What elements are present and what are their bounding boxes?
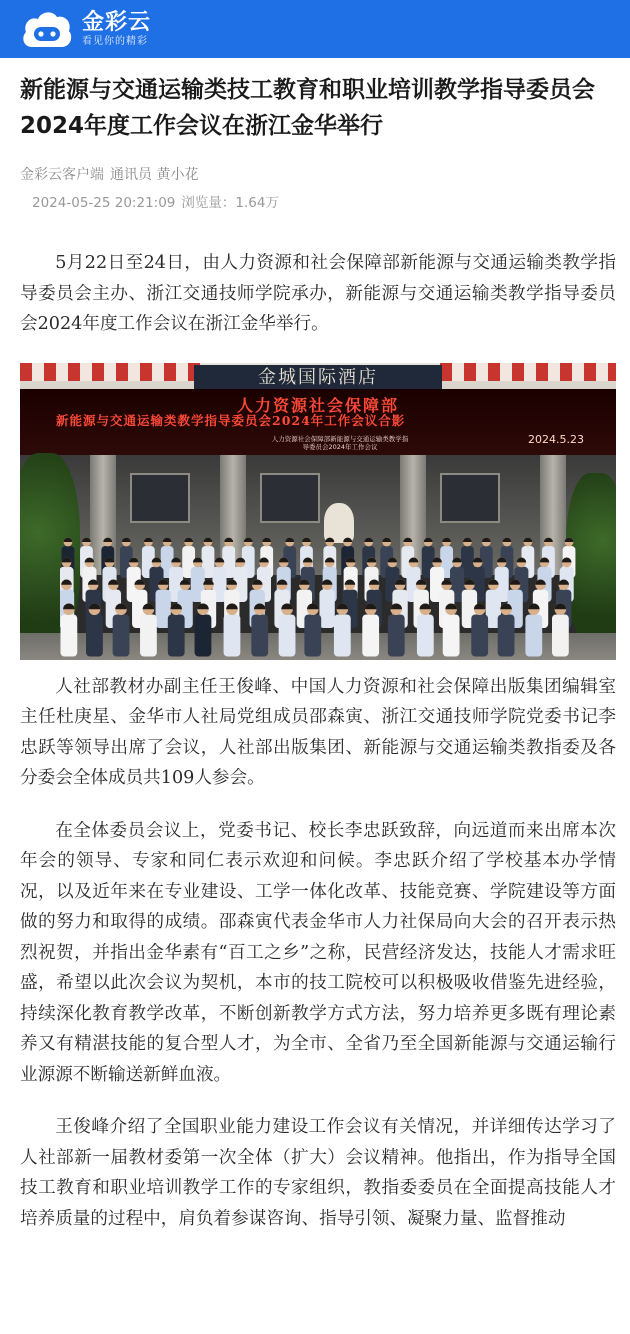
photo-banner-small: 人力资源社会保障部新能源与交通运输类教学指导委员会2024年工作会议 bbox=[271, 434, 409, 451]
crowd-person-hair bbox=[544, 537, 553, 541]
crowd-person-body bbox=[443, 614, 460, 656]
crowd-person-body bbox=[60, 614, 77, 656]
photo-banner-line1: 人力资源社会保障部 bbox=[236, 395, 399, 415]
article bbox=[0, 58, 630, 1234]
photo-window bbox=[260, 473, 320, 523]
crowd-person-body bbox=[319, 589, 334, 627]
logo-slogan: 看见你的精彩 bbox=[82, 36, 148, 47]
crowd-person-body bbox=[552, 614, 569, 656]
cloud-face-icon[interactable] bbox=[20, 7, 74, 51]
crowd-person-hair bbox=[325, 537, 334, 541]
photo-crowd bbox=[60, 528, 590, 660]
crowd-person-hair bbox=[364, 537, 373, 541]
crowd-person-body bbox=[417, 614, 434, 656]
photo-awning-right bbox=[440, 363, 616, 381]
crowd-person-hair bbox=[482, 537, 491, 541]
author-name: 通讯员 黄小花 bbox=[110, 167, 199, 183]
photo-awning-left bbox=[20, 363, 200, 381]
photo-window bbox=[440, 473, 500, 523]
crowd-person-hair bbox=[203, 579, 214, 584]
logo-name: 金彩云 bbox=[82, 10, 152, 35]
crowd-person-hair bbox=[82, 537, 91, 541]
crowd-person-body bbox=[388, 614, 405, 656]
crowd-person-hair bbox=[424, 537, 433, 541]
article-title: 新能源与交通运输类技工教育和职业培训教学指导委员会2024年度工作会议在浙江金华举行 bbox=[20, 77, 595, 139]
crowd-person-body bbox=[86, 614, 103, 656]
crowd-person-body bbox=[525, 614, 542, 656]
crowd-person-hair bbox=[523, 537, 532, 541]
crowd-person-hair bbox=[565, 537, 574, 541]
crowd-person-body bbox=[140, 614, 157, 656]
crowd-person-body bbox=[195, 614, 212, 656]
crowd-person-body bbox=[362, 614, 379, 656]
crowd-person-body bbox=[304, 614, 321, 656]
crowd-person-hair bbox=[382, 537, 391, 541]
photo-banner-line2: 新能源与交通运输类教学指导委员会2024年工作会议合影 bbox=[56, 412, 406, 428]
article-meta bbox=[32, 194, 610, 212]
crowd-person-hair bbox=[163, 537, 172, 541]
photo-window bbox=[130, 473, 190, 523]
crowd-person-body bbox=[498, 614, 515, 656]
source-name: 金彩云客户端 bbox=[20, 167, 104, 183]
crowd-person-hair bbox=[442, 537, 451, 541]
crowd-person-body bbox=[471, 614, 488, 656]
crowd-person-hair bbox=[122, 537, 131, 541]
crowd-person-body bbox=[224, 614, 241, 656]
crowd-person-hair bbox=[302, 537, 311, 541]
crowd-person-hair bbox=[184, 537, 193, 541]
publish-time: 2024-05-25 20:21:09 bbox=[32, 195, 176, 211]
article-source bbox=[20, 166, 610, 184]
paragraph-3: 在全体委员会议上，党委书记、校长李忠跃致辞，向远道而来出席本次年会的领导、专家和同仁表示欢迎和问候。李忠跃介绍了学校基本办学情况，以及近年来在专业建设、工学一体化改革、技能竞赛、学院建设等方面做的努力和取得的成绩。邵森寅代表金华市人力社保局向大会的召开表示热烈祝贺，并指出金华素有“百工之乡”之称，民营经济发达，技能人才需求旺盛，希望以此次会议为契机，本市的技工院校可以积极吸收借鉴先进经验，持续深化教育教学改革，不断创新教学方式方法，努力培养更多既有理论素养又有精湛技能的复合型人才，为全市、全省乃至全国新能源与交通运输行业源源不断输送新鲜血液。 bbox=[20, 820, 616, 1085]
crowd-person-hair bbox=[343, 537, 352, 541]
crowd-person-body bbox=[334, 614, 351, 656]
logo-text[interactable] bbox=[82, 10, 151, 48]
app-header bbox=[0, 0, 630, 58]
crowd-person-hair bbox=[64, 537, 73, 541]
crowd-person-body bbox=[279, 614, 296, 656]
crowd-person-hair bbox=[262, 537, 271, 541]
view-count: 浏览量：1.64万 bbox=[181, 195, 279, 211]
crowd-person-hair bbox=[403, 537, 412, 541]
crowd-person-hair bbox=[224, 537, 233, 541]
paragraph-1: 5月22日至24日，由人力资源和社会保障部新能源与交通运输类教学指导委员会主办、浙江交通技师学院承办，新能源与交通运输类教学指导委员会2024年度工作会议在浙江金华举行。 bbox=[20, 253, 616, 334]
crowd-person-hair bbox=[452, 557, 462, 562]
crowd-person-hair bbox=[244, 537, 253, 541]
crowd-person-body bbox=[113, 614, 130, 656]
crowd-person-hair bbox=[144, 537, 153, 541]
crowd-person-hair bbox=[285, 537, 294, 541]
paragraph-2: 人社部教材办副主任王俊峰、中国人力资源和社会保障出版集团编辑室主任杜庚星、金华市人社局党组成员邵森寅、浙江交通技师学院党委书记李忠跃等领导出席了会议，人社部出版集团、新能源与交通运输类教指委及各分委会全体成员共109人参会。 bbox=[20, 676, 616, 788]
crowd-person-body bbox=[168, 614, 185, 656]
crowd-person-hair bbox=[503, 537, 512, 541]
group-photo[interactable] bbox=[20, 363, 616, 660]
photo-hotel-sign: 金城国际酒店 bbox=[194, 365, 442, 391]
crowd-person-body bbox=[251, 614, 268, 656]
crowd-person-hair bbox=[204, 537, 213, 541]
crowd-person-hair bbox=[103, 537, 112, 541]
paragraph-4: 王俊峰介绍了全国职业能力建设工作会议有关情况，并详细传达学习了人社部新一届教材委第一次全体（扩大）会议精神。他指出，作为指导全国技工教育和职业培训教学工作的专家组织，教指委委员在全面提高技能人才培养质量的过程中，肩负着参谋咨询、指导引领、凝聚力量、监督推动 bbox=[20, 1117, 616, 1229]
photo-banner-date: 2024.5.23 bbox=[528, 432, 584, 446]
crowd-person-hair bbox=[463, 537, 472, 541]
